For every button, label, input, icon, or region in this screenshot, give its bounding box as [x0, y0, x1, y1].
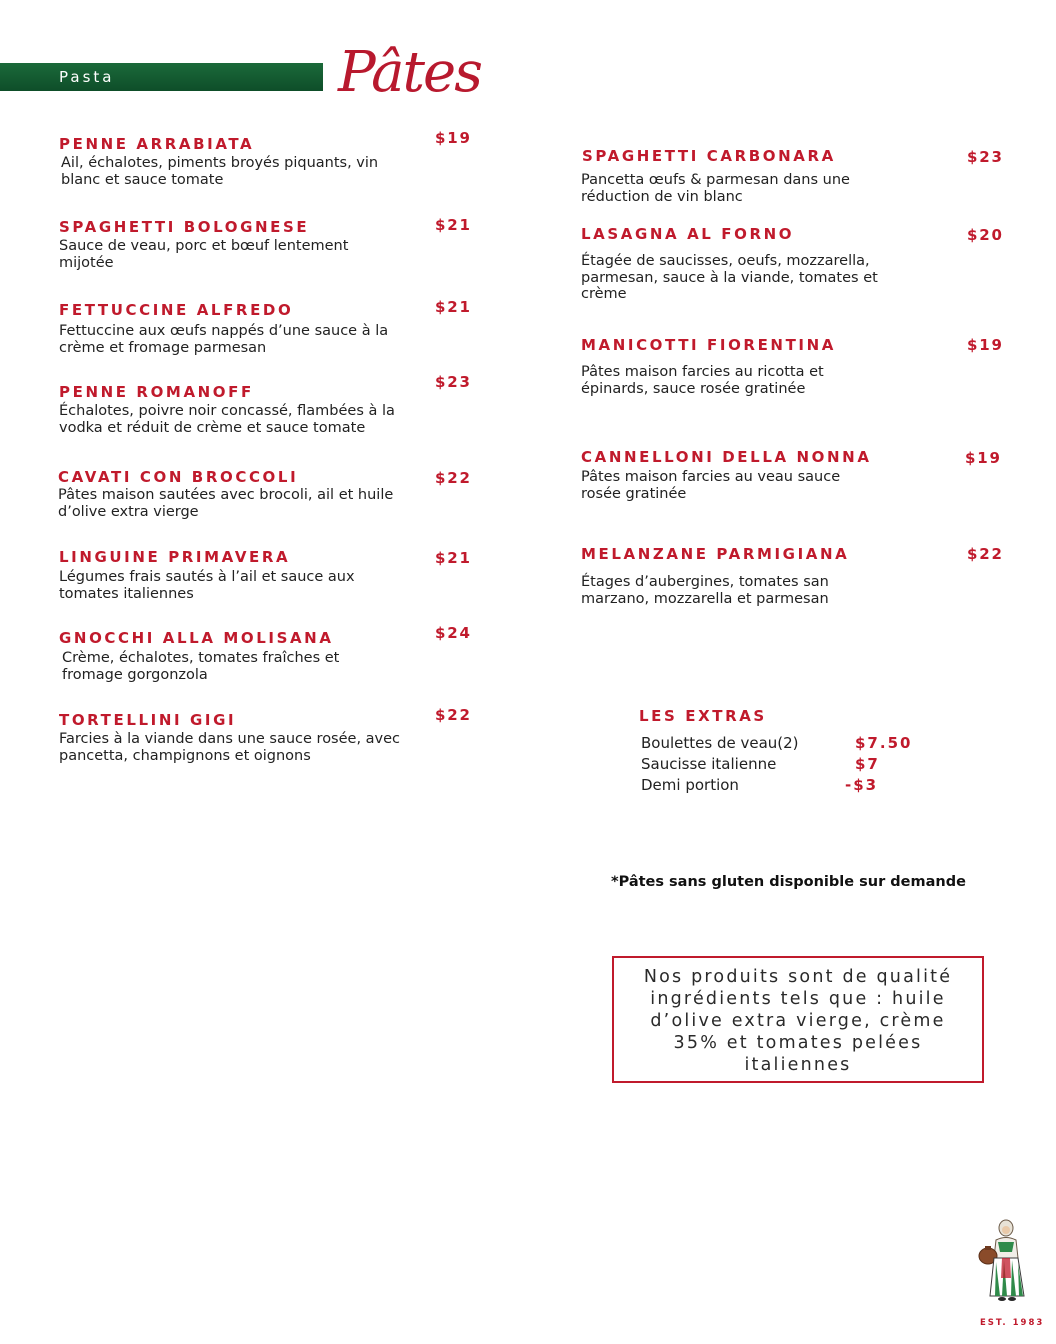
item-name: LINGUINE PRIMAVERA: [59, 548, 291, 566]
extras-title: LES EXTRAS: [639, 707, 767, 725]
extra-price: $7.50: [855, 734, 913, 752]
item-name: TORTELLINI GIGI: [59, 711, 237, 729]
extra-label: Demi portion: [641, 776, 739, 794]
item-name: MANICOTTI FIORENTINA: [581, 336, 836, 354]
item-price: $24: [435, 624, 472, 642]
item-price: $23: [967, 148, 1004, 166]
item-price: $22: [435, 469, 472, 487]
item-name: PENNE ARRABIATA: [59, 135, 255, 153]
item-price: $22: [967, 545, 1004, 563]
item-price: $19: [965, 449, 1002, 467]
extra-price: $7: [855, 755, 880, 773]
item-description: Étages d’aubergines, tomates san marzano, mozzarella et parmesan: [581, 574, 829, 607]
item-description: Pancetta œufs & parmesan dans une réduction de vin blanc: [581, 172, 850, 205]
item-description: Pâtes maison farcies au veau sauce rosée gratinée: [581, 469, 841, 502]
quality-note-text: Nos produits sont de qualité ingrédients tels que : huile d’olive extra vierge, crème 35% et tomates pelées italiennes: [643, 967, 953, 1075]
item-price: $19: [435, 129, 472, 147]
quality-note-box: [612, 956, 984, 1083]
item-description: Ail, échalotes, piments broyés piquants, vin blanc et sauce tomate: [61, 155, 379, 188]
item-description: Crème, échalotes, tomates fraîches et fromage gorgonzola: [62, 650, 340, 683]
item-name: LASAGNA AL FORNO: [581, 225, 795, 243]
item-price: $19: [967, 336, 1004, 354]
item-name: SPAGHETTI BOLOGNESE: [59, 218, 310, 236]
item-description: Farcies à la viande dans une sauce rosée, avec pancetta, champignons et oignons: [59, 731, 401, 764]
pasta-banner: [0, 63, 323, 91]
item-price: $21: [435, 298, 472, 316]
banner-label: Pasta: [59, 68, 115, 86]
item-description: Échalotes, poivre noir concassé, flambées à la vodka et réduit de crème et sauce tomate: [59, 403, 395, 436]
item-description: Légumes frais sautés à l’ail et sauce aux tomates italiennes: [59, 569, 355, 602]
extra-label: Boulettes de veau(2): [641, 734, 799, 752]
item-price: $22: [435, 706, 472, 724]
item-description: Sauce de veau, porc et bœuf lentement mijotée: [59, 238, 349, 271]
item-name: PENNE ROMANOFF: [59, 383, 254, 401]
extra-price: -$3: [845, 776, 879, 794]
item-name: MELANZANE PARMIGIANA: [581, 545, 850, 563]
item-name: CAVATI CON BROCCOLI: [58, 468, 299, 486]
established-label: EST. 1983: [980, 1318, 1045, 1328]
item-price: $21: [435, 549, 472, 567]
item-description: Fettuccine aux œufs nappés d’une sauce à la crème et fromage parmesan: [59, 323, 389, 356]
item-name: CANNELLONI DELLA NONNA: [581, 448, 872, 466]
extra-label: Saucisse italienne: [641, 755, 777, 773]
item-price: $23: [435, 373, 472, 391]
gluten-free-note: *Pâtes sans gluten disponible sur demande: [611, 874, 966, 890]
page-title: Pâtes: [338, 40, 481, 105]
item-name: FETTUCCINE ALFREDO: [59, 301, 294, 319]
item-description: Étagée de saucisses, oeufs, mozzarella, parmesan, sauce à la viande, tomates et crème: [581, 253, 878, 302]
item-price: $21: [435, 216, 472, 234]
item-name: GNOCCHI ALLA MOLISANA: [59, 629, 334, 647]
item-description: Pâtes maison sautées avec brocoli, ail et huile d’olive extra vierge: [58, 487, 394, 520]
item-description: Pâtes maison farcies au ricotta et épinards, sauce rosée gratinée: [581, 364, 824, 397]
item-price: $20: [967, 226, 1004, 244]
item-name: SPAGHETTI CARBONARA: [582, 147, 836, 165]
nonna-mascot-icon: [974, 1218, 1034, 1306]
